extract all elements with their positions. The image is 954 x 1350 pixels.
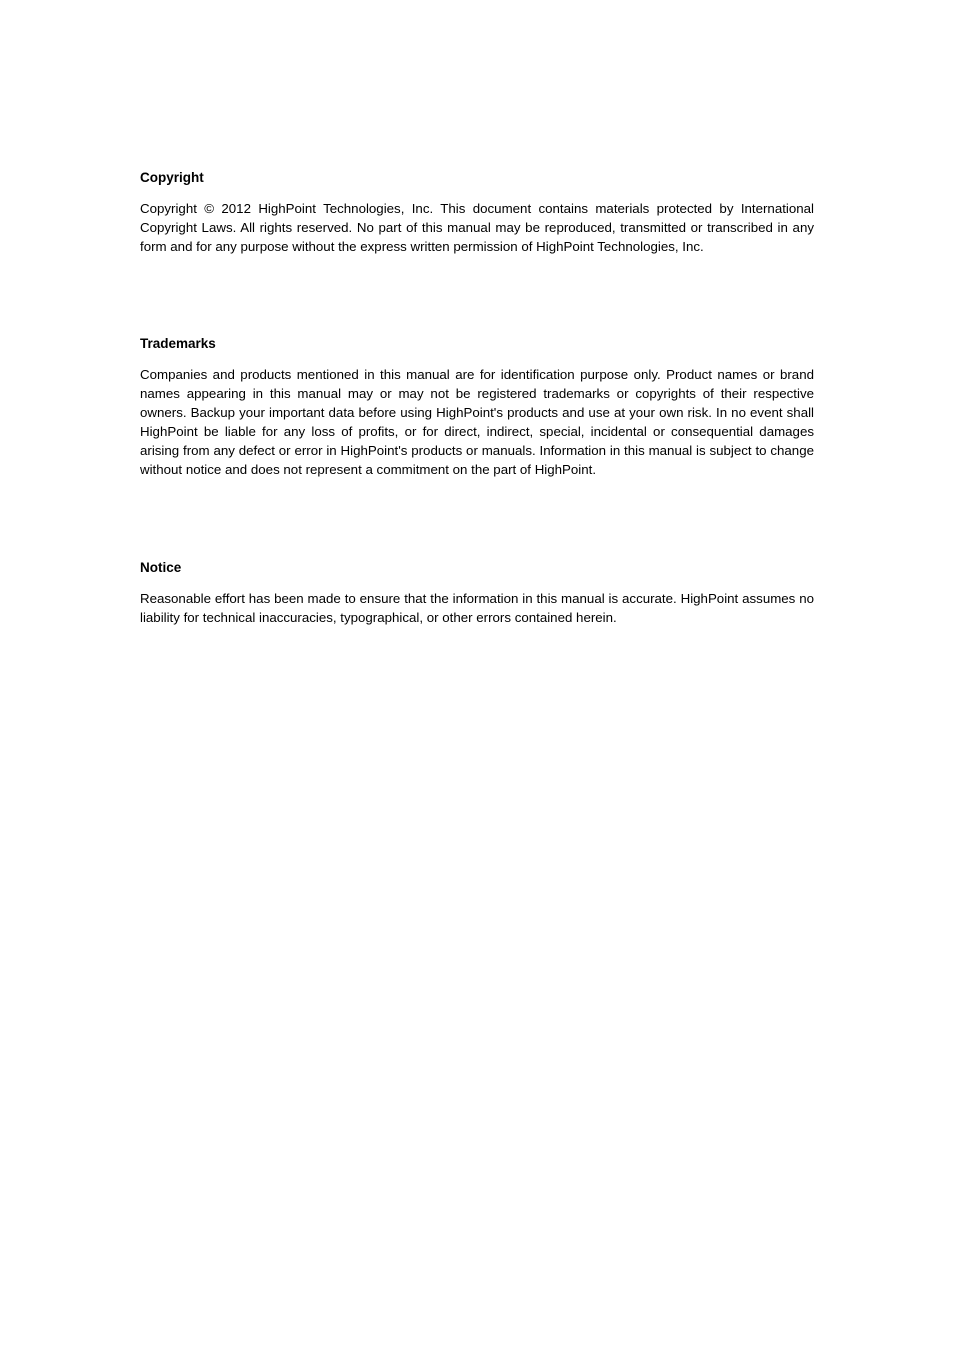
notice-text: Reasonable effort has been made to ensure that the information in this manual is accurate. HighPoint assumes no liability for technical inaccuracies, typographical, or other errors contained herein.: [140, 591, 814, 625]
trademarks-text: Companies and products mentioned in this manual are for identification purpose only. Product names or brand names appearing in this manual may or may not be registered trademarks or copyrights of their respective owners. Backup your important data before using HighPoint's products and use at your own risk. In no event shall HighPoint be liable for any loss of profits, or for direct, indirect, special, incidental or consequential damages arising from any defect or error in HighPoint's products or manuals. Information in this manual is subject to change without notice and does not represent a commitment on the part of HighPoint.: [140, 367, 814, 477]
trademarks-section: [140, 334, 814, 479]
document-page: [140, 168, 814, 627]
trademarks-heading: Trademarks: [140, 336, 216, 351]
copyright-text: Copyright © 2012 HighPoint Technologies, Inc. This document contains materials protected by International Copyright Laws. All rights reserved. No part of this manual may be reproduced, transmitted or transcribed in any form and for any purpose without the express written permission of HighPoint Technologies, Inc.: [140, 201, 814, 254]
copyright-heading: Copyright: [140, 170, 204, 185]
notice-heading: Notice: [140, 560, 182, 575]
notice-section: [140, 558, 814, 627]
copyright-section: [140, 168, 814, 256]
